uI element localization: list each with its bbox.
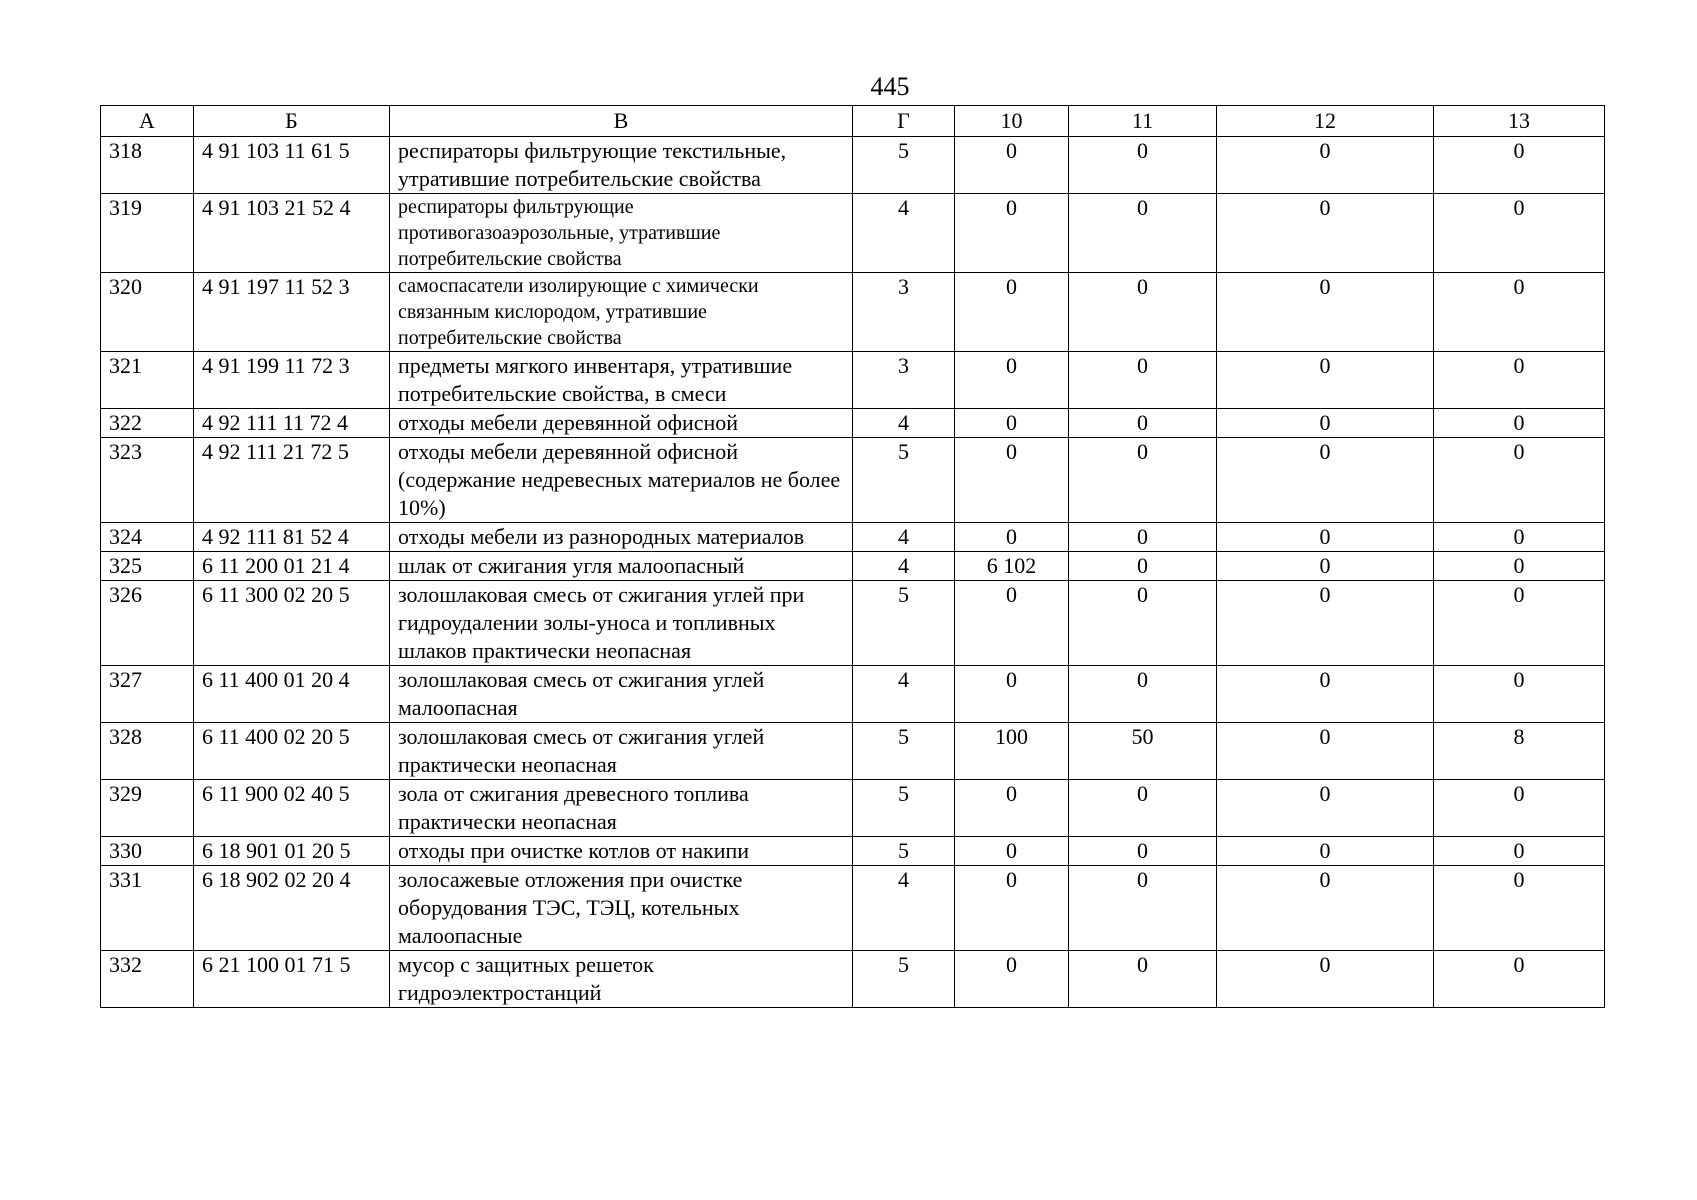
column-11-cell: 0 bbox=[1069, 352, 1217, 409]
column-13-cell: 0 bbox=[1434, 352, 1605, 409]
hazard-class-cell: 4 bbox=[853, 866, 955, 951]
column-13-cell: 0 bbox=[1434, 780, 1605, 837]
hazard-class-cell: 5 bbox=[853, 951, 955, 1008]
hazard-class-cell: 4 bbox=[853, 409, 955, 438]
waste-code-cell: 6 11 900 02 40 5 bbox=[194, 780, 390, 837]
waste-name-cell: мусор с защитных решеток гидроэлектростанций bbox=[390, 951, 853, 1008]
column-13-cell: 0 bbox=[1434, 273, 1605, 352]
column-11-cell: 0 bbox=[1069, 951, 1217, 1008]
waste-name-cell: отходы мебели из разнородных материалов bbox=[390, 523, 853, 552]
column-12-cell: 0 bbox=[1217, 552, 1434, 581]
column-11-cell: 0 bbox=[1069, 552, 1217, 581]
table-row bbox=[101, 523, 1605, 552]
waste-code-cell: 6 11 400 02 20 5 bbox=[194, 723, 390, 780]
table-row bbox=[101, 723, 1605, 780]
waste-code-cell: 6 11 400 01 20 4 bbox=[194, 666, 390, 723]
column-12-cell: 0 bbox=[1217, 837, 1434, 866]
row-number-cell: 329 bbox=[101, 780, 194, 837]
row-number-cell: 326 bbox=[101, 581, 194, 666]
table-body bbox=[101, 137, 1605, 1008]
header-row bbox=[101, 106, 1605, 137]
column-10-cell: 0 bbox=[955, 352, 1069, 409]
waste-table bbox=[100, 105, 1605, 1008]
waste-code-cell: 6 18 901 01 20 5 bbox=[194, 837, 390, 866]
table-row bbox=[101, 552, 1605, 581]
column-12-cell: 0 bbox=[1217, 409, 1434, 438]
waste-name-cell: предметы мягкого инвентаря, утратившие потребительские свойства, в смеси bbox=[390, 352, 853, 409]
waste-code-cell: 4 91 197 11 52 3 bbox=[194, 273, 390, 352]
hazard-class-cell: 5 bbox=[853, 581, 955, 666]
hazard-class-cell: 5 bbox=[853, 723, 955, 780]
column-13-cell: 0 bbox=[1434, 137, 1605, 194]
table-row bbox=[101, 352, 1605, 409]
header-cell: 10 bbox=[955, 106, 1069, 137]
row-number-cell: 331 bbox=[101, 866, 194, 951]
column-13-cell: 0 bbox=[1434, 581, 1605, 666]
waste-name-cell: золошлаковая смесь от сжигания углей малоопасная bbox=[390, 666, 853, 723]
row-number-cell: 327 bbox=[101, 666, 194, 723]
column-11-cell: 0 bbox=[1069, 523, 1217, 552]
row-number-cell: 320 bbox=[101, 273, 194, 352]
waste-name-cell: отходы мебели деревянной офисной bbox=[390, 409, 853, 438]
waste-name-cell: самоспасатели изолирующие с химически связанным кислородом, утратившие потребительские свойства bbox=[390, 273, 853, 352]
waste-code-cell: 6 21 100 01 71 5 bbox=[194, 951, 390, 1008]
table-row bbox=[101, 409, 1605, 438]
waste-name-cell: отходы при очистке котлов от накипи bbox=[390, 837, 853, 866]
hazard-class-cell: 4 bbox=[853, 666, 955, 723]
column-10-cell: 0 bbox=[955, 137, 1069, 194]
waste-code-cell: 6 11 200 01 21 4 bbox=[194, 552, 390, 581]
waste-code-cell: 4 91 103 11 61 5 bbox=[194, 137, 390, 194]
waste-code-cell: 4 92 111 81 52 4 bbox=[194, 523, 390, 552]
column-11-cell: 0 bbox=[1069, 194, 1217, 273]
column-10-cell: 0 bbox=[955, 438, 1069, 523]
column-13-cell: 0 bbox=[1434, 523, 1605, 552]
column-10-cell: 0 bbox=[955, 273, 1069, 352]
table-row bbox=[101, 866, 1605, 951]
column-10-cell: 0 bbox=[955, 194, 1069, 273]
column-12-cell: 0 bbox=[1217, 866, 1434, 951]
row-number-cell: 322 bbox=[101, 409, 194, 438]
column-12-cell: 0 bbox=[1217, 581, 1434, 666]
hazard-class-cell: 3 bbox=[853, 273, 955, 352]
hazard-class-cell: 5 bbox=[853, 438, 955, 523]
column-13-cell: 0 bbox=[1434, 409, 1605, 438]
header-cell: 12 bbox=[1217, 106, 1434, 137]
hazard-class-cell: 3 bbox=[853, 352, 955, 409]
waste-name-cell: золошлаковая смесь от сжигания углей практически неопасная bbox=[390, 723, 853, 780]
column-12-cell: 0 bbox=[1217, 723, 1434, 780]
column-10-cell: 0 bbox=[955, 866, 1069, 951]
waste-name-cell: отходы мебели деревянной офисной (содержание недревесных материалов не более 10%) bbox=[390, 438, 853, 523]
waste-code-cell: 4 91 103 21 52 4 bbox=[194, 194, 390, 273]
column-12-cell: 0 bbox=[1217, 951, 1434, 1008]
waste-code-cell: 4 92 111 11 72 4 bbox=[194, 409, 390, 438]
column-12-cell: 0 bbox=[1217, 523, 1434, 552]
waste-name-cell: респираторы фильтрующие противогазоаэрозольные, утратившие потребительские свойства bbox=[390, 194, 853, 273]
row-number-cell: 319 bbox=[101, 194, 194, 273]
column-11-cell: 0 bbox=[1069, 866, 1217, 951]
table-row bbox=[101, 581, 1605, 666]
column-13-cell: 0 bbox=[1434, 837, 1605, 866]
table-row bbox=[101, 137, 1605, 194]
column-13-cell: 0 bbox=[1434, 194, 1605, 273]
waste-code-cell: 4 91 199 11 72 3 bbox=[194, 352, 390, 409]
column-12-cell: 0 bbox=[1217, 352, 1434, 409]
column-10-cell: 0 bbox=[955, 666, 1069, 723]
hazard-class-cell: 4 bbox=[853, 523, 955, 552]
column-11-cell: 0 bbox=[1069, 837, 1217, 866]
column-12-cell: 0 bbox=[1217, 666, 1434, 723]
hazard-class-cell: 5 bbox=[853, 780, 955, 837]
column-12-cell: 0 bbox=[1217, 194, 1434, 273]
header-cell: 13 bbox=[1434, 106, 1605, 137]
table-row bbox=[101, 780, 1605, 837]
column-13-cell: 0 bbox=[1434, 552, 1605, 581]
header-cell: 11 bbox=[1069, 106, 1217, 137]
row-number-cell: 330 bbox=[101, 837, 194, 866]
waste-name-cell: золошлаковая смесь от сжигания углей при гидроудалении золы-уноса и топливных шлаков практически неопасная bbox=[390, 581, 853, 666]
row-number-cell: 321 bbox=[101, 352, 194, 409]
waste-code-cell: 6 11 300 02 20 5 bbox=[194, 581, 390, 666]
column-13-cell: 0 bbox=[1434, 438, 1605, 523]
column-10-cell: 0 bbox=[955, 409, 1069, 438]
column-11-cell: 50 bbox=[1069, 723, 1217, 780]
column-11-cell: 0 bbox=[1069, 780, 1217, 837]
column-11-cell: 0 bbox=[1069, 666, 1217, 723]
row-number-cell: 332 bbox=[101, 951, 194, 1008]
hazard-class-cell: 4 bbox=[853, 194, 955, 273]
waste-code-cell: 6 18 902 02 20 4 bbox=[194, 866, 390, 951]
column-12-cell: 0 bbox=[1217, 438, 1434, 523]
hazard-class-cell: 4 bbox=[853, 552, 955, 581]
waste-name-cell: зола от сжигания древесного топлива практически неопасная bbox=[390, 780, 853, 837]
column-11-cell: 0 bbox=[1069, 409, 1217, 438]
hazard-class-cell: 5 bbox=[853, 137, 955, 194]
waste-code-cell: 4 92 111 21 72 5 bbox=[194, 438, 390, 523]
column-10-cell: 0 bbox=[955, 837, 1069, 866]
column-13-cell: 0 bbox=[1434, 666, 1605, 723]
column-11-cell: 0 bbox=[1069, 438, 1217, 523]
column-10-cell: 0 bbox=[955, 581, 1069, 666]
column-10-cell: 0 bbox=[955, 951, 1069, 1008]
column-12-cell: 0 bbox=[1217, 137, 1434, 194]
header-cell: Г bbox=[853, 106, 955, 137]
table-row bbox=[101, 194, 1605, 273]
table-row bbox=[101, 951, 1605, 1008]
column-10-cell: 6 102 bbox=[955, 552, 1069, 581]
row-number-cell: 324 bbox=[101, 523, 194, 552]
waste-name-cell: золосажевые отложения при очистке оборудования ТЭС, ТЭЦ, котельных малоопасные bbox=[390, 866, 853, 951]
column-12-cell: 0 bbox=[1217, 273, 1434, 352]
table-row bbox=[101, 837, 1605, 866]
column-10-cell: 0 bbox=[955, 523, 1069, 552]
page-number: 445 bbox=[870, 72, 910, 101]
table-row bbox=[101, 666, 1605, 723]
row-number-cell: 323 bbox=[101, 438, 194, 523]
column-10-cell: 100 bbox=[955, 723, 1069, 780]
waste-name-cell: респираторы фильтрующие текстильные, утратившие потребительские свойства bbox=[390, 137, 853, 194]
header-cell: Б bbox=[194, 106, 390, 137]
header-cell: А bbox=[101, 106, 194, 137]
row-number-cell: 328 bbox=[101, 723, 194, 780]
column-12-cell: 0 bbox=[1217, 780, 1434, 837]
row-number-cell: 325 bbox=[101, 552, 194, 581]
column-13-cell: 0 bbox=[1434, 866, 1605, 951]
hazard-class-cell: 5 bbox=[853, 837, 955, 866]
column-13-cell: 0 bbox=[1434, 951, 1605, 1008]
column-11-cell: 0 bbox=[1069, 581, 1217, 666]
column-11-cell: 0 bbox=[1069, 273, 1217, 352]
waste-name-cell: шлак от сжигания угля малоопасный bbox=[390, 552, 853, 581]
table-row bbox=[101, 438, 1605, 523]
table-row bbox=[101, 273, 1605, 352]
header-cell: В bbox=[390, 106, 853, 137]
column-10-cell: 0 bbox=[955, 780, 1069, 837]
column-11-cell: 0 bbox=[1069, 137, 1217, 194]
row-number-cell: 318 bbox=[101, 137, 194, 194]
column-13-cell: 8 bbox=[1434, 723, 1605, 780]
